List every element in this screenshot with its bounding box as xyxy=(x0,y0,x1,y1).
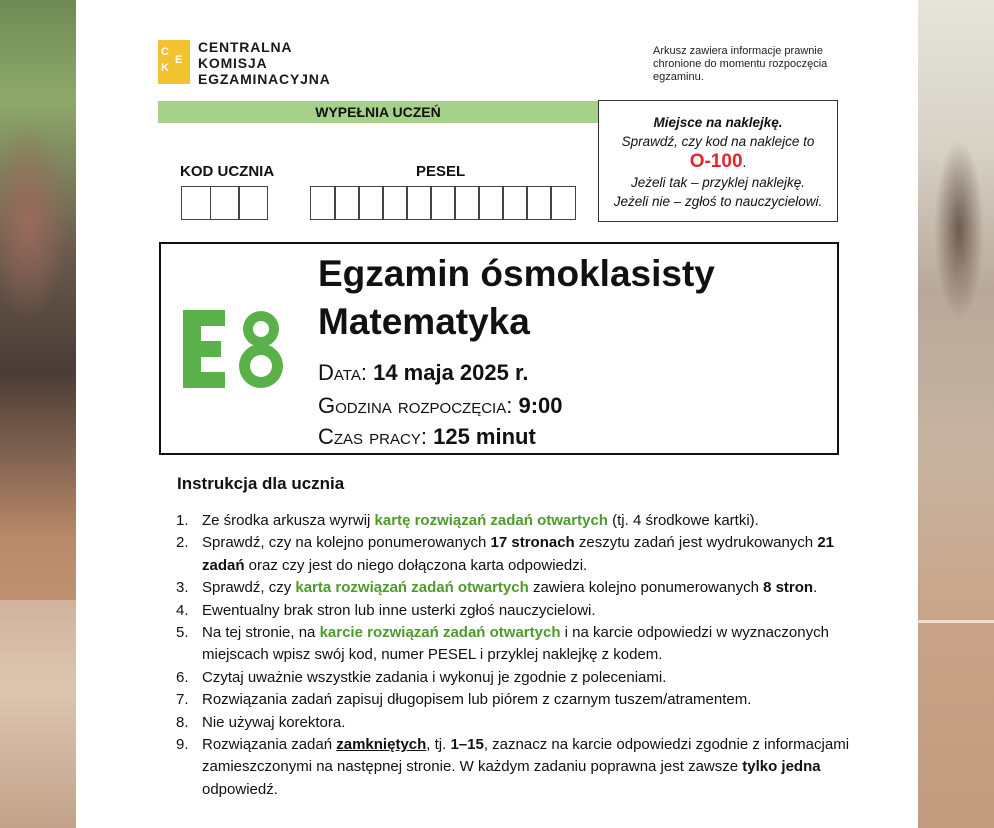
sticker-area[interactable]: Miejsce na naklejkę. Sprawdź, czy kod na naklejce to O-100. Jeżeli tak – przyklej naklejkę. Jeżeli nie – zgłoś to nauczycielowi. xyxy=(598,100,838,222)
pesel-cell[interactable] xyxy=(478,186,504,220)
exam-duration: Czas pracy: 125 minut xyxy=(318,424,536,449)
pesel-cell[interactable] xyxy=(430,186,456,220)
list-item: 8. Nie używaj korektora. xyxy=(176,713,346,731)
sticker-code: O-100 xyxy=(689,151,743,172)
list-item: 6. Czytaj uważnie wszystkie zadania i wykonuj je zgodnie z poleceniami. xyxy=(176,668,667,686)
exam-start-time: Godzina rozpoczęcia: 9:00 xyxy=(318,393,563,418)
pesel-label: PESEL xyxy=(416,163,466,180)
pesel-cell[interactable] xyxy=(502,186,528,220)
pesel-cell[interactable] xyxy=(358,186,384,220)
pesel-cell[interactable] xyxy=(382,186,408,220)
student-code-cell[interactable] xyxy=(210,186,240,220)
pesel-cell[interactable] xyxy=(406,186,432,220)
instructions-list xyxy=(172,510,872,801)
pesel-cell[interactable] xyxy=(454,186,480,220)
e8-logo-icon xyxy=(179,306,297,392)
exam-title: Egzamin ósmoklasisty Matematyka xyxy=(318,253,715,342)
exam-sheet xyxy=(76,0,918,828)
student-code-cell[interactable] xyxy=(181,186,211,220)
exam-date: Data: 14 maja 2025 r. xyxy=(318,360,529,385)
pesel-cell[interactable] xyxy=(526,186,552,220)
exam-info-box xyxy=(159,242,839,455)
list-item: 4. Ewentualny brak stron lub inne usterki zgłoś nauczycielowi. xyxy=(176,601,596,619)
student-code-label: KOD UCZNIA xyxy=(180,163,275,180)
instructions-title: Instrukcja dla ucznia xyxy=(177,474,345,493)
background-left xyxy=(0,0,80,828)
cke-logo-icon: C K E xyxy=(158,40,190,84)
student-code-cell[interactable] xyxy=(238,186,268,220)
list-item: 7. Rozwiązania zadań zapisuj długopisem lub piórem z czarnym tuszem/atramentem. xyxy=(176,691,752,709)
list-item: 3. Sprawdź, czy karta rozwiązań zadań otwartych zawiera kolejno ponumerowanych 8 stron. xyxy=(176,579,818,597)
legal-notice: Arkusz zawiera informacje prawnie chronione do momentu rozpoczęcia egzaminu. xyxy=(653,45,828,83)
pesel-cell[interactable] xyxy=(310,186,336,220)
pesel-cell[interactable] xyxy=(550,186,576,220)
student-fills-header: WYPEŁNIA UCZEŃ xyxy=(158,101,598,123)
list-item: 2. Sprawdź, czy na kolejno ponumerowanych 17 stronach zeszytu zadań jest wydrukowanych 21 zadań oraz czy jest do niego dołączona karta odpowiedzi. xyxy=(176,534,835,574)
cke-logo-text: CENTRALNA KOMISJA EGZAMINACYJNA xyxy=(198,39,331,87)
pesel-cell[interactable] xyxy=(334,186,360,220)
pesel-boxes[interactable] xyxy=(310,186,574,220)
student-code-boxes[interactable] xyxy=(181,186,267,220)
cke-logo xyxy=(158,40,408,86)
list-item: 1. Ze środka arkusza wyrwij kartę rozwiązań zadań otwartych (tj. 4 środkowe kartki). xyxy=(176,512,759,529)
list-item: 5. Na tej stronie, na karcie rozwiązań zadań otwartych i na karcie odpowiedzi w wyznaczonych miejscach wpisz swój kod, numer PESEL i przyklej naklejkę z kodem. xyxy=(176,624,829,664)
list-item: 9. Rozwiązania zadań zamkniętych, tj. 1–15, zaznacz na karcie odpowiedzi zgodnie z informacjami zamieszczonymi na następnej stronie. W każdym zadaniu poprawna jest zawsze tylko jedna odpowiedź. xyxy=(176,736,850,798)
background-right xyxy=(918,0,994,828)
